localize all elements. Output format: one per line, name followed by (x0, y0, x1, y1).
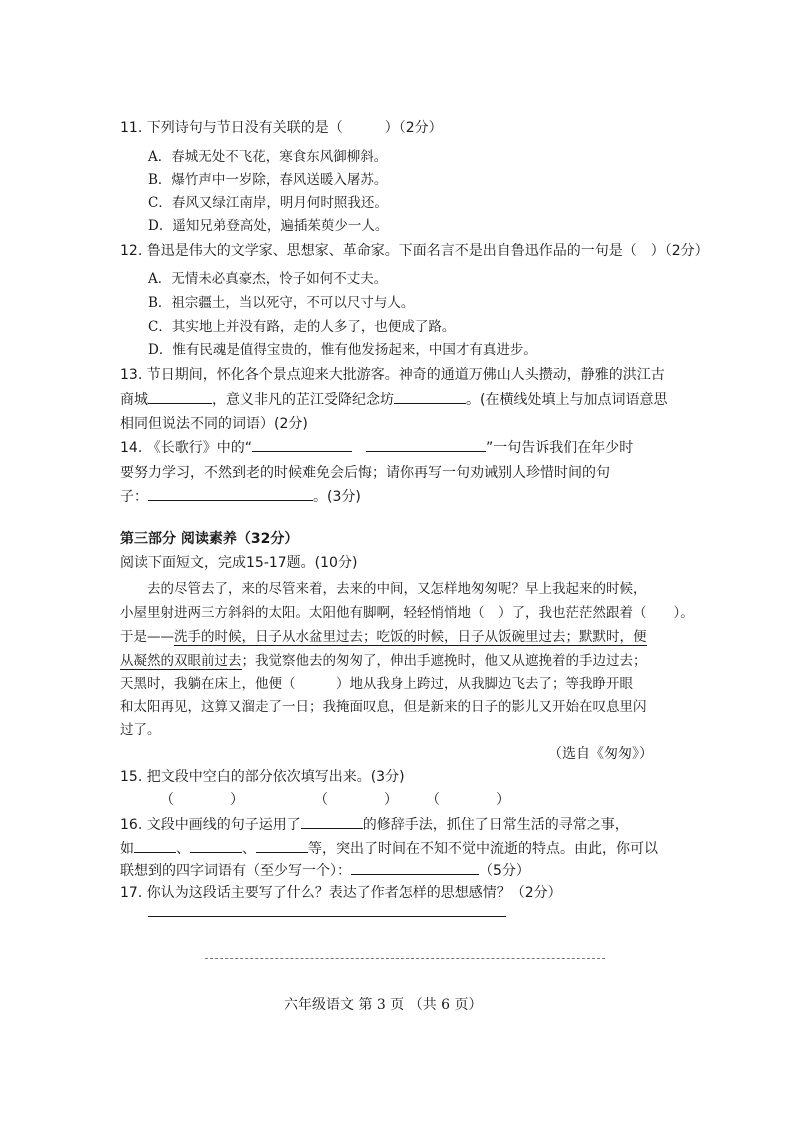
q16-text-g: 联想到的四字词语有（至少写一个）： (120, 863, 351, 879)
q16-blank-4[interactable] (256, 838, 308, 853)
q13-text-b: ，意义非凡的芷江受降纪念坊 (212, 392, 394, 408)
q16-text-e: 、 (242, 841, 256, 857)
q13-line3: 相同但说法不同的词语）(2分) (120, 416, 308, 432)
q14-line2: 要努力学习，不然到老的时候难免会后悔；请你再写一句劝诫别人珍惜时间的句 (120, 465, 610, 481)
q12-option-c: C．其实地上并没有路，走的人多了，也便成了路。 (148, 319, 456, 335)
q14-line3 (120, 486, 361, 508)
q14-blank-3[interactable] (148, 486, 313, 501)
q16-line2 (120, 838, 658, 860)
q14-line1 (120, 437, 633, 459)
page-footer: 六年级语文 第 3 页 （共 6 页） (284, 997, 483, 1013)
passage-line-6: 和太阳再见，这算又溜走了一日；我掩面叹息，但是新来的日子的影儿又开始在叹息里闪 (120, 699, 647, 715)
q12-option-b: B．祖宗疆土，当以死守，不可以尺寸与人。 (148, 295, 415, 311)
q16-blank-1[interactable] (301, 814, 363, 829)
q13-text-c: 。(在横线处填上与加点词语意思 (466, 392, 668, 408)
q12-option-a: A．无情未必真豪杰，怜子如何不丈夫。 (148, 271, 388, 287)
q11-option-c: C．春风又绿江南岸，明月何时照我还。 (148, 195, 388, 211)
passage-line-1: 去的尽管去了，来的尽管来着，去来的中间，又怎样地匆匆呢？早上我起来的时候， (120, 581, 647, 597)
q16-text-b: 的修辞手法，抓住了日常生活的寻常之事， (362, 817, 629, 833)
passage-line-5: 天黑时，我躺在床上，他便（ ）地从我身上跨过，从我脚边飞去了；等我睁开眼 (120, 676, 633, 692)
q16-line3 (120, 860, 530, 882)
q16-blank-5[interactable] (351, 860, 479, 875)
footer-divider (205, 958, 605, 959)
q13-text-a: 商城 (120, 392, 148, 408)
q16-text-d: 、 (176, 841, 190, 857)
q15-answer-parens[interactable]: （ ） （ ） （ ） (160, 792, 510, 808)
q16-text-a: 16. 文段中画线的句子运用了 (120, 817, 301, 833)
q11-option-b: B．爆竹声中一岁除，春风送暖入屠苏。 (148, 172, 388, 188)
q14-text-a: 14. 《长歌行》中的“ (120, 440, 252, 456)
q12-option-d: D．惟有民魂是值得宝贵的，惟有他发扬起来，中国才有真进步。 (148, 342, 537, 358)
underlined-sentence-1: 洗手的时候，日子从水盆里过去；吃饭的时候，日子从饭碗里过去；默默时，便 (174, 629, 647, 645)
q17-stem: 17. 你认为这段话主要写了什么？表达了作者怎样的思想感情？（2分） (120, 885, 562, 901)
q14-blank-1[interactable] (252, 437, 352, 452)
q13-line1: 13. 节日期间，怀化各个景点迎来大批游客。神奇的通道万佛山人头攒动，静雅的洪江古 (120, 367, 665, 383)
q11-option-a: A．春城无处不飞花，寒食东风御柳斜。 (148, 149, 388, 165)
q13-line2 (120, 389, 667, 411)
q16-text-c: 如 (120, 841, 134, 857)
passage-line-7: 过了。 (120, 722, 161, 738)
part3-heading: 第三部分 阅读素养（32分） (120, 531, 299, 547)
q16-blank-3[interactable] (190, 838, 242, 853)
passage-text-4b: ；我觉察他去的匆匆了，伸出手遮挽时，他又从遮挽着的手边过去； (241, 653, 647, 669)
passage-line-4 (120, 650, 647, 672)
passage-text-3a: 于是—— (120, 629, 174, 645)
q12-stem: 12. 鲁迅是伟大的文学家、思想家、革命家。下面名言不是出自鲁迅作品的一句是（ ）（2分） (120, 243, 709, 259)
q14-text-d: 。(3分) (313, 489, 361, 505)
q13-blank-2[interactable] (394, 389, 466, 404)
q14-blank-2[interactable] (366, 437, 486, 452)
q16-text-h: （5分） (479, 863, 530, 879)
passage-source: （选自《匆匆》） (548, 746, 653, 762)
part3-instruction: 阅读下面短文，完成15-17题。(10分) (120, 555, 358, 571)
passage-line-3 (120, 626, 647, 648)
q13-blank-1[interactable] (148, 389, 212, 404)
q11-stem: 11. 下列诗句与节日没有关联的是（ ）（2分） (120, 120, 443, 136)
q16-line1 (120, 814, 629, 836)
passage-line-2: 小屋里射进两三方斜斜的太阳。太阳他有脚啊，轻轻悄悄地（ ）了，我也茫茫然跟着（ ）。 (120, 605, 694, 621)
q17-answer-line[interactable] (148, 916, 506, 917)
q15-stem: 15. 把文段中空白的部分依次填写出来。(3分) (120, 769, 405, 785)
underlined-sentence-2: 从凝然的双眼前过去 (120, 653, 242, 669)
q16-blank-2[interactable] (134, 838, 176, 853)
q16-text-f: 等，突出了时间在不知不觉中流逝的特点。由此，你可以 (308, 841, 658, 857)
q11-option-d: D．遥知兄弟登高处，遍插茱萸少一人。 (148, 218, 389, 234)
q14-text-b: ”一句告诉我们在年少时 (485, 440, 634, 456)
q14-text-c: 子： (120, 489, 148, 505)
